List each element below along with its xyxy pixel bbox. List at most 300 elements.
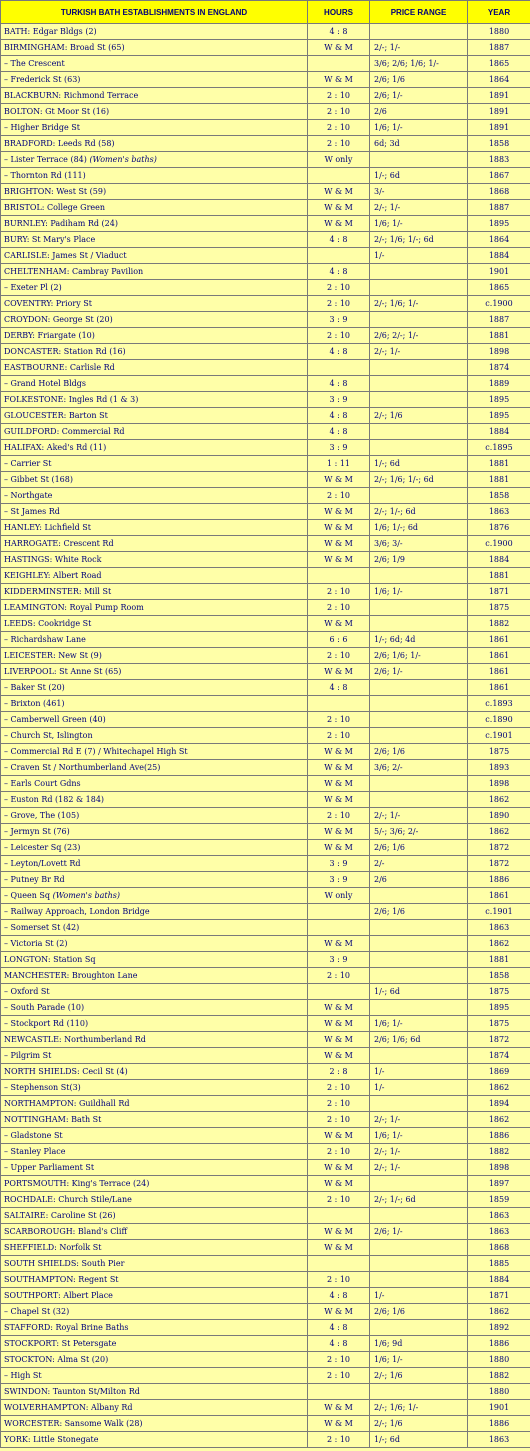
establishment-text (4, 969, 304, 983)
establishment-name: LEAMINGTON: Royal Pump Room (4, 602, 144, 612)
establishment-text (4, 329, 304, 343)
year-cell: 1862 (468, 1112, 530, 1128)
year-cell: 1891 (468, 88, 530, 104)
establishment-name: – Stanley Place (4, 1146, 66, 1156)
hours-cell: W & M (308, 760, 370, 776)
table-row (1, 72, 530, 88)
hours-cell: 3 : 9 (308, 952, 370, 968)
hours-cell (308, 920, 370, 936)
establishment-name: – Putney Br Rd (4, 874, 65, 884)
table-row (1, 888, 530, 904)
establishment-name: – Queen Sq (4, 890, 51, 900)
price-cell: 2/-; 1/6; 1/- (370, 1400, 468, 1416)
hours-cell: 3 : 9 (308, 872, 370, 888)
table-row (1, 1176, 530, 1192)
establishment-name: – Leicester Sq (23) (4, 842, 81, 852)
establishment-name: SOUTH SHIELDS: South Pier (4, 1258, 125, 1268)
hours-cell: 2 : 10 (308, 1112, 370, 1128)
establishment-text (4, 393, 304, 407)
price-cell (370, 600, 468, 616)
table-row (1, 328, 530, 344)
price-cell: 2/-; 1/- (370, 1144, 468, 1160)
establishment-text (4, 361, 304, 375)
price-cell: 2/-; 1/- (370, 808, 468, 824)
establishment-name: BRIGHTON: West St (59) (4, 186, 107, 196)
price-cell (370, 360, 468, 376)
year-cell: 1871 (468, 1288, 530, 1304)
year-cell: 1861 (468, 680, 530, 696)
hours-cell: W & M (308, 200, 370, 216)
year-cell: 1883 (468, 152, 530, 168)
establishment-cell (1, 72, 308, 88)
establishment-name: CHELTENHAM: Cambray Pavilion (4, 266, 144, 276)
establishment-name: SHEFFIELD: Norfolk St (4, 1242, 102, 1252)
table-row (1, 248, 530, 264)
establishment-cell (1, 152, 308, 168)
establishment-cell (1, 1416, 308, 1432)
establishment-text (4, 777, 304, 791)
establishment-cell (1, 1224, 308, 1240)
hours-cell: 2 : 10 (308, 1432, 370, 1448)
price-cell (370, 1176, 468, 1192)
year-cell: 1872 (468, 840, 530, 856)
establishment-name: DONCASTER: Station Rd (16) (4, 346, 126, 356)
price-cell: 1/6; 1/- (370, 120, 468, 136)
year-cell: 1862 (468, 1080, 530, 1096)
table-row (1, 232, 530, 248)
establishment-cell (1, 1048, 308, 1064)
year-cell: 1861 (468, 664, 530, 680)
price-cell: 2/-; 1/- (370, 1160, 468, 1176)
establishment-text (4, 1257, 304, 1271)
hours-cell (308, 984, 370, 1000)
table-row (1, 200, 530, 216)
establishment-cell (1, 984, 308, 1000)
establishment-text (4, 1289, 304, 1303)
establishment-text (4, 601, 304, 615)
establishment-text (4, 761, 304, 775)
header-hours: HOURS (308, 1, 370, 24)
establishment-name: – Commercial Rd E (7) / Whitechapel High St (4, 746, 188, 756)
price-cell (370, 376, 468, 392)
table-row (1, 1144, 530, 1160)
price-cell (370, 920, 468, 936)
price-cell: 2/-; 1/- (370, 1112, 468, 1128)
hours-cell: 4 : 8 (308, 1336, 370, 1352)
establishment-name: HASTINGS: White Rock (4, 554, 102, 564)
establishment-cell (1, 88, 308, 104)
year-cell: 1884 (468, 552, 530, 568)
table-row (1, 376, 530, 392)
establishment-name: – Leyton/Lovett Rd (4, 858, 81, 868)
establishment-text (4, 1097, 304, 1111)
establishment-cell (1, 1192, 308, 1208)
table-row (1, 1032, 530, 1048)
establishment-cell (1, 248, 308, 264)
year-cell: 1863 (468, 1208, 530, 1224)
establishment-cell (1, 456, 308, 472)
year-cell: 1874 (468, 360, 530, 376)
establishment-text (4, 1321, 304, 1335)
header-price-range: PRICE RANGE (370, 1, 468, 24)
establishment-text (4, 1337, 304, 1351)
table-row (1, 824, 530, 840)
establishment-text (4, 233, 304, 247)
price-cell: 1/- (370, 1064, 468, 1080)
establishment-cell (1, 664, 308, 680)
establishment-text (4, 825, 304, 839)
establishment-text (4, 937, 304, 951)
establishment-name: – South Parade (10) (4, 1002, 85, 1012)
year-cell: 1863 (468, 920, 530, 936)
establishment-name: – Craven St / Northumberland Ave(25) (4, 762, 161, 772)
establishment-name: GLOUCESTER: Barton St (4, 410, 108, 420)
table-row (1, 776, 530, 792)
year-cell: 1858 (468, 488, 530, 504)
table-row (1, 680, 530, 696)
establishment-text (4, 249, 304, 263)
establishment-cell (1, 184, 308, 200)
year-cell: 1874 (468, 1048, 530, 1064)
table-row (1, 936, 530, 952)
hours-cell: 2 : 10 (308, 488, 370, 504)
establishment-text (4, 1001, 304, 1015)
table-row (1, 504, 530, 520)
establishment-cell (1, 552, 308, 568)
establishment-name: – Exeter Pl (2) (4, 282, 62, 292)
establishment-text (4, 521, 304, 535)
year-cell: 1884 (468, 1272, 530, 1288)
table-row (1, 136, 530, 152)
hours-cell: 4 : 8 (308, 424, 370, 440)
establishment-name: STAFFORD: Royal Brine Baths (4, 1322, 129, 1332)
hours-cell: W & M (308, 616, 370, 632)
establishment-name: – Somerset St (42) (4, 922, 80, 932)
establishment-text (4, 873, 304, 887)
year-cell: c.1900 (468, 536, 530, 552)
year-cell: 1887 (468, 312, 530, 328)
establishment-text (4, 217, 304, 231)
price-cell: 2/-; 1/6; 1/-; 6d (370, 472, 468, 488)
establishment-text (4, 617, 304, 631)
table-row (1, 1416, 530, 1432)
establishment-name: – Euston Rd (182 & 184) (4, 794, 105, 804)
establishment-name: YORK: Little Stonegate (4, 1434, 99, 1444)
price-cell: 1/-; 6d; 4d (370, 632, 468, 648)
header-row (1, 1, 530, 24)
table-row (1, 648, 530, 664)
price-cell (370, 280, 468, 296)
price-cell (370, 392, 468, 408)
establishment-text (4, 41, 304, 55)
year-cell: 1862 (468, 792, 530, 808)
establishment-text (4, 921, 304, 935)
hours-cell: W & M (308, 504, 370, 520)
establishment-cell (1, 1128, 308, 1144)
hours-cell (308, 1384, 370, 1400)
establishment-name: – Grove, The (105) (4, 810, 80, 820)
establishment-text (4, 1417, 304, 1431)
table-row (1, 1000, 530, 1016)
price-cell: 2/-; 1/6 (370, 1368, 468, 1384)
establishment-name: BATH: Edgar Bldgs (2) (4, 26, 97, 36)
establishment-text (4, 153, 304, 167)
establishment-name: – Upper Parliament St (4, 1162, 95, 1172)
price-cell (370, 1320, 468, 1336)
price-cell (370, 1208, 468, 1224)
establishment-text (4, 425, 304, 439)
year-cell: 1898 (468, 776, 530, 792)
hours-cell: 3 : 9 (308, 440, 370, 456)
hours-cell: 2 : 10 (308, 280, 370, 296)
establishment-text (4, 793, 304, 807)
establishment-cell (1, 56, 308, 72)
price-cell (370, 1240, 468, 1256)
table-row (1, 344, 530, 360)
table-row (1, 1016, 530, 1032)
hours-cell: W & M (308, 1400, 370, 1416)
header-year: YEAR (468, 1, 530, 24)
table-row (1, 664, 530, 680)
table-row (1, 1384, 530, 1400)
year-cell: 1884 (468, 424, 530, 440)
establishment-cell (1, 1208, 308, 1224)
establishment-text (4, 889, 304, 903)
table-row (1, 392, 530, 408)
hours-cell: 3 : 9 (308, 856, 370, 872)
price-cell: 2/6; 1/9 (370, 552, 468, 568)
year-cell: 1895 (468, 1000, 530, 1016)
establishment-cell (1, 1096, 308, 1112)
year-cell: 1881 (468, 456, 530, 472)
establishment-text (4, 1353, 304, 1367)
establishment-text (4, 1049, 304, 1063)
table-row (1, 584, 530, 600)
hours-cell: 2 : 10 (308, 1368, 370, 1384)
price-cell: 1/-; 6d (370, 984, 468, 1000)
establishment-cell (1, 1352, 308, 1368)
price-cell: 1/- (370, 1080, 468, 1096)
header-establishment: TURKISH BATH ESTABLISHMENTS IN ENGLAND (1, 1, 308, 24)
table-row (1, 616, 530, 632)
hours-cell: W & M (308, 184, 370, 200)
establishment-cell (1, 1384, 308, 1400)
year-cell: 1893 (468, 760, 530, 776)
price-cell: 2/6; 1/6 (370, 840, 468, 856)
establishment-name: – Camberwell Green (40) (4, 714, 106, 724)
price-cell (370, 1256, 468, 1272)
establishment-cell (1, 1000, 308, 1016)
establishment-cell (1, 680, 308, 696)
establishment-text (4, 569, 304, 583)
table-row (1, 1224, 530, 1240)
establishment-cell (1, 264, 308, 280)
establishment-cell (1, 728, 308, 744)
hours-cell: W & M (308, 664, 370, 680)
table-row (1, 40, 530, 56)
establishment-cell (1, 1032, 308, 1048)
table-row (1, 872, 530, 888)
table-row (1, 712, 530, 728)
hours-cell: W & M (308, 472, 370, 488)
establishment-text (4, 89, 304, 103)
hours-cell: 4 : 8 (308, 408, 370, 424)
establishment-text (4, 1209, 304, 1223)
hours-cell: 4 : 8 (308, 1320, 370, 1336)
establishment-name: BRISTOL: College Green (4, 202, 106, 212)
establishment-name: BOLTON: Gt Moor St (16) (4, 106, 110, 116)
price-cell (370, 488, 468, 504)
establishment-text (4, 1305, 304, 1319)
table-row (1, 600, 530, 616)
year-cell: 1861 (468, 888, 530, 904)
establishment-cell (1, 616, 308, 632)
table-row (1, 1400, 530, 1416)
price-cell (370, 952, 468, 968)
table-row (1, 424, 530, 440)
establishment-name: – Frederick St (63) (4, 74, 81, 84)
establishment-name: – Lister Terrace (84) (4, 154, 87, 164)
establishment-text (4, 841, 304, 855)
establishment-text (4, 201, 304, 215)
price-cell: 2/6; 1/6; 6d (370, 1032, 468, 1048)
establishment-text (4, 265, 304, 279)
hours-cell: 2 : 10 (308, 712, 370, 728)
establishment-cell (1, 312, 308, 328)
establishment-name: WOLVERHAMPTON: Albany Rd (4, 1402, 133, 1412)
establishment-cell (1, 1368, 308, 1384)
establishment-name: – Jermyn St (76) (4, 826, 70, 836)
establishment-name: BURNLEY: Padiham Rd (24) (4, 218, 118, 228)
establishment-name: – Chapel St (32) (4, 1306, 70, 1316)
table-row (1, 1160, 530, 1176)
hours-cell: W & M (308, 936, 370, 952)
year-cell: 1890 (468, 808, 530, 824)
establishment-cell (1, 328, 308, 344)
table-row (1, 488, 530, 504)
establishment-name: – Baker St (20) (4, 682, 65, 692)
year-cell: 1875 (468, 600, 530, 616)
establishment-text (4, 1177, 304, 1191)
table-row (1, 104, 530, 120)
establishment-cell (1, 1256, 308, 1272)
establishment-text (4, 1017, 304, 1031)
establishment-text (4, 809, 304, 823)
establishment-text (4, 905, 304, 919)
establishment-cell (1, 200, 308, 216)
year-cell: 1863 (468, 1224, 530, 1240)
table-row (1, 1288, 530, 1304)
establishment-cell (1, 344, 308, 360)
table-row (1, 1112, 530, 1128)
price-cell (370, 424, 468, 440)
table-row (1, 552, 530, 568)
establishment-name: – Grand Hotel Bldgs (4, 378, 86, 388)
price-cell: 3/6; 2/6; 1/6; 1/- (370, 56, 468, 72)
price-cell (370, 264, 468, 280)
hours-cell: W & M (308, 792, 370, 808)
year-cell: 1881 (468, 472, 530, 488)
table-row (1, 904, 530, 920)
hours-cell: W & M (308, 1304, 370, 1320)
establishment-cell (1, 1288, 308, 1304)
establishment-name: – Earls Court Gdns (4, 778, 81, 788)
table-row (1, 1080, 530, 1096)
establishment-name: WORCESTER: Sansome Walk (28) (4, 1418, 143, 1428)
hours-cell: 2 : 10 (308, 1272, 370, 1288)
year-cell: 1880 (468, 1352, 530, 1368)
hours-cell: 2 : 10 (308, 1080, 370, 1096)
table-row (1, 1096, 530, 1112)
price-cell (370, 1272, 468, 1288)
establishment-text (4, 1145, 304, 1159)
table-row (1, 808, 530, 824)
establishment-cell (1, 1432, 308, 1448)
table-row (1, 1272, 530, 1288)
establishment-cell (1, 632, 308, 648)
year-cell: 1875 (468, 1016, 530, 1032)
hours-cell: 4 : 8 (308, 264, 370, 280)
establishment-name: BIRMINGHAM: Broad St (65) (4, 42, 125, 52)
hours-cell: W & M (308, 40, 370, 56)
year-cell: c.1895 (468, 440, 530, 456)
year-cell: 1886 (468, 872, 530, 888)
establishment-cell (1, 1304, 308, 1320)
establishment-name: HALIFAX: Aked's Rd (11) (4, 442, 107, 452)
establishment-name: MANCHESTER: Broughton Lane (4, 970, 138, 980)
price-cell (370, 440, 468, 456)
table-row (1, 968, 530, 984)
table-row (1, 296, 530, 312)
year-cell: 1895 (468, 408, 530, 424)
table-row (1, 1320, 530, 1336)
establishment-cell (1, 296, 308, 312)
table-row (1, 440, 530, 456)
price-cell (370, 312, 468, 328)
establishment-name: – Richardshaw Lane (4, 634, 86, 644)
hours-cell: 2 : 10 (308, 600, 370, 616)
establishment-name: LIVERPOOL: St Anne St (65) (4, 666, 122, 676)
year-cell: 1871 (468, 584, 530, 600)
establishment-cell (1, 888, 308, 904)
establishment-name: CARLISLE: James St / Viaduct (4, 250, 127, 260)
hours-cell: 3 : 9 (308, 392, 370, 408)
hours-cell: W & M (308, 744, 370, 760)
price-cell: 2/-; 1/-; 6d (370, 1192, 468, 1208)
year-cell: c.1890 (468, 712, 530, 728)
price-cell (370, 936, 468, 952)
year-cell: 1889 (468, 376, 530, 392)
establishment-text (4, 185, 304, 199)
establishment-name: BRADFORD: Leeds Rd (58) (4, 138, 115, 148)
table-row (1, 568, 530, 584)
price-cell: 1/- (370, 1288, 468, 1304)
year-cell: 1869 (468, 1064, 530, 1080)
hours-cell: 2 : 10 (308, 1144, 370, 1160)
establishment-name: DERBY: Friargate (10) (4, 330, 95, 340)
establishment-text (4, 1225, 304, 1239)
price-cell: 1/-; 6d (370, 168, 468, 184)
table-row (1, 1064, 530, 1080)
hours-cell: W & M (308, 72, 370, 88)
price-cell: 3/6; 3/- (370, 536, 468, 552)
establishment-text (4, 409, 304, 423)
establishment-cell (1, 584, 308, 600)
table-row (1, 856, 530, 872)
year-cell: 1863 (468, 504, 530, 520)
hours-cell: 3 : 9 (308, 312, 370, 328)
establishment-cell (1, 968, 308, 984)
